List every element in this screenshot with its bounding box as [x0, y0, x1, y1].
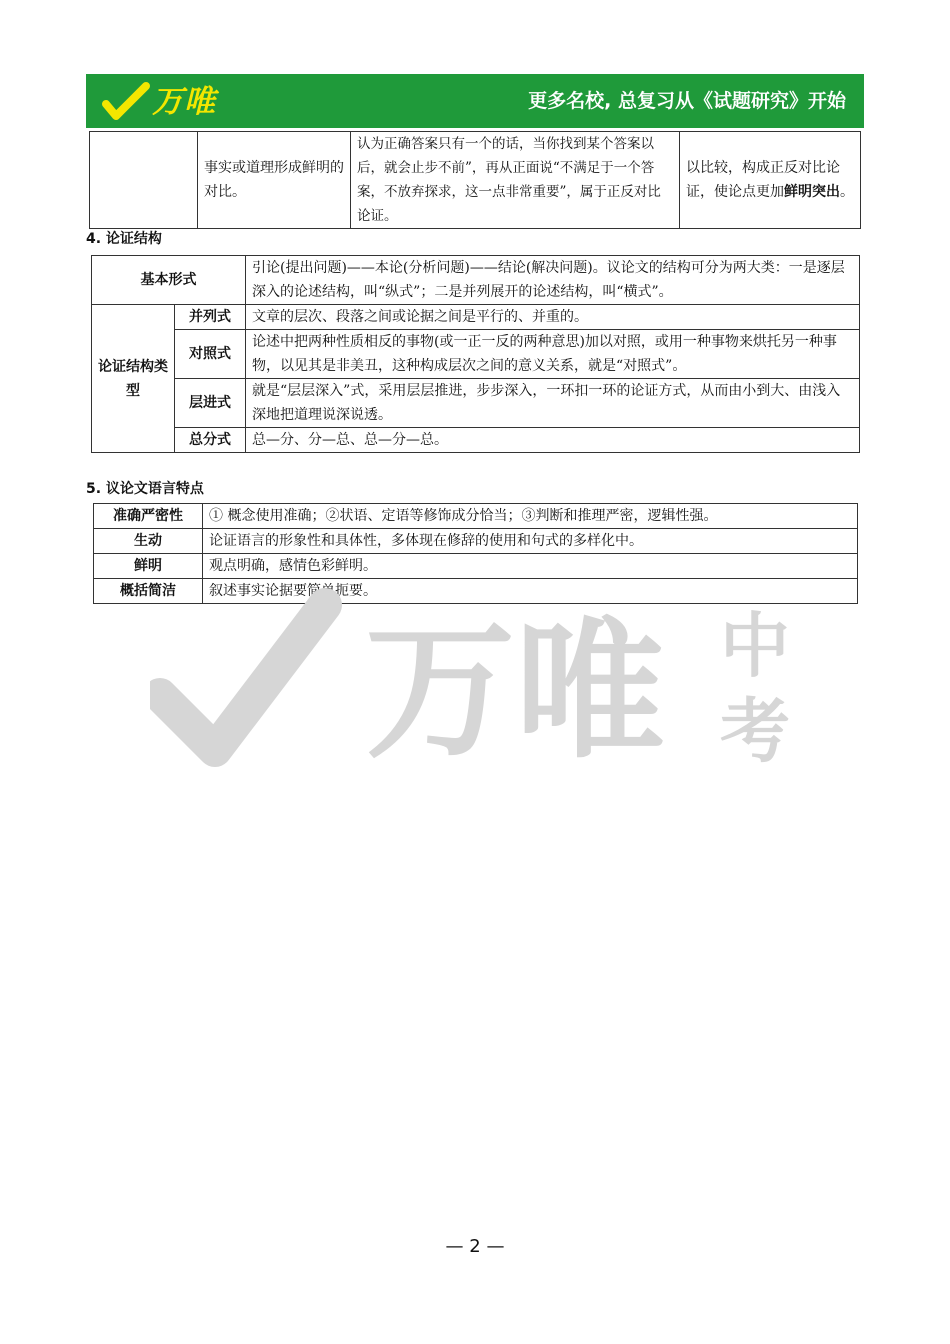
table-row — [92, 428, 860, 453]
table-row — [92, 330, 860, 379]
feature-text: ① 概念使用准确；②状语、定语等修饰成分恰当；③判断和推理严密，逻辑性强。 — [203, 504, 858, 529]
type-text: 就是“层层深入”式，采用层层推进，步步深入，一环扣一环的论证方式，从而由小到大、由浅入深地把道理说深说透。 — [246, 379, 860, 428]
basic-form-text: 引论(提出问题)——本论(分析问题)——结论(解决问题)。议论文的结构可分为两大类：一是逐层深入的论述结构，叫“纵式”；二是并列展开的论述结构，叫“横式”。 — [246, 256, 860, 305]
basic-form-label: 基本形式 — [92, 256, 246, 305]
types-label: 论证结构类型 — [92, 305, 175, 453]
wanwei-logo — [102, 82, 232, 122]
feature-text: 观点明确，感情色彩鲜明。 — [203, 554, 858, 579]
page-number: — 2 — — [445, 1236, 505, 1257]
type-name: 层进式 — [175, 379, 246, 428]
page-header — [86, 74, 864, 128]
type-text: 论述中把两种性质相反的事物(或一正一反的两种意思)加以对照，或用一种事物来烘托另一种事物，以见其是非美丑，这种构成层次之间的意义关系，就是“对照式”。 — [246, 330, 860, 379]
table-row — [94, 579, 858, 604]
feature-name: 鲜明 — [94, 554, 203, 579]
watermark-text: 万唯 — [365, 605, 666, 775]
cell-example: 认为正确答案只有一个的话，当你找到某个答案以后，就会止步不前”，再从正面说“不满足于一个答案，不放弃探求，这一点非常重要”，属于正反对比论证。 — [351, 132, 680, 229]
table-row — [94, 504, 858, 529]
table-row — [94, 529, 858, 554]
type-text: 总—分、分—总、总—分—总。 — [246, 428, 860, 453]
watermark-side-1: 中 — [720, 605, 790, 687]
cell-description: 事实或道理形成鲜明的对比。 — [198, 132, 351, 229]
table-row — [90, 132, 861, 229]
feature-text: 叙述事实论据要简单扼要。 — [203, 579, 858, 604]
watermark-logo — [150, 585, 810, 775]
feature-name: 概括简洁 — [94, 579, 203, 604]
effect-end: 。 — [840, 184, 854, 200]
table-row — [92, 305, 860, 330]
watermark-side-2: 考 — [720, 690, 790, 772]
language-features-table — [93, 503, 858, 604]
checkmark-icon — [102, 82, 152, 122]
feature-text: 论证语言的形象性和具体性，多体现在修辞的使用和句式的多样化中。 — [203, 529, 858, 554]
effect-text: 以比较，构成正反对比论证，使论点更加 — [686, 160, 840, 200]
type-name: 总分式 — [175, 428, 246, 453]
feature-name: 准确严密性 — [94, 504, 203, 529]
cell-effect — [680, 132, 861, 229]
section-4-title: 4. 论证结构 — [86, 231, 162, 247]
table-row — [92, 256, 860, 305]
type-name: 并列式 — [175, 305, 246, 330]
type-name: 对照式 — [175, 330, 246, 379]
effect-bold: 鲜明突出 — [784, 184, 840, 200]
header-slogan: 更多名校, 总复习从《试题研究》开始 — [528, 90, 846, 112]
type-text: 文章的层次、段落之间或论据之间是平行的、并重的。 — [246, 305, 860, 330]
argument-structure-table — [91, 255, 860, 453]
logo-text: 万唯 — [152, 84, 216, 120]
comparison-table-continued — [89, 131, 861, 229]
table-row — [94, 554, 858, 579]
section-5-title: 5. 议论文语言特点 — [86, 481, 204, 497]
empty-cell — [90, 132, 198, 229]
table-row — [92, 379, 860, 428]
feature-name: 生动 — [94, 529, 203, 554]
